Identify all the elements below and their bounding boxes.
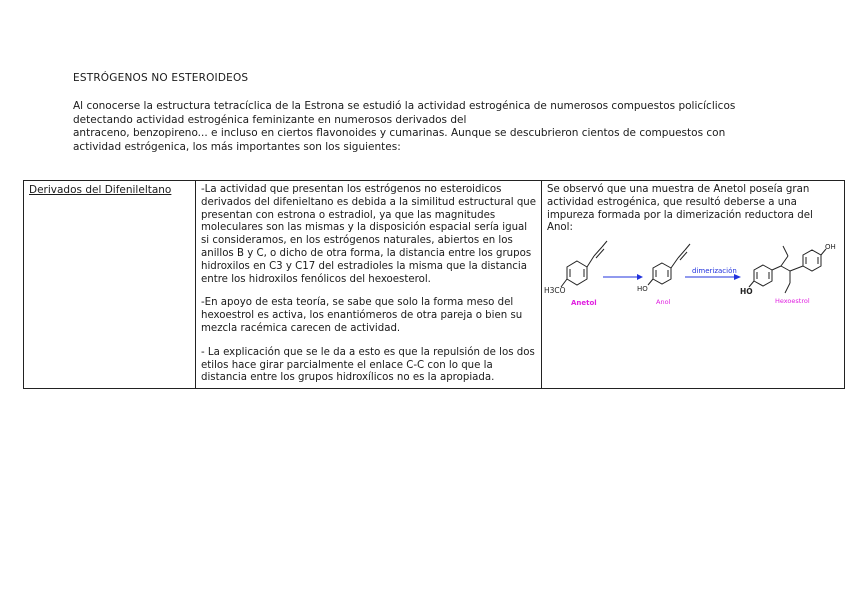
intro-line: Al conocerse la estructura tetracíclica de la Estrona se estudió la actividad estrogénica de numerosos compuestos policíclicos bbox=[73, 100, 736, 112]
anetol-structure bbox=[561, 241, 607, 287]
hexoestrol-left-substituent: HO bbox=[740, 287, 753, 297]
hexoestrol-right-substituent: OH bbox=[825, 243, 836, 252]
dimerization-label: dimerización bbox=[692, 267, 737, 276]
anol-structure bbox=[648, 244, 690, 285]
explanation-paragraph: -En apoyo de esta teoría, se sabe que solo la forma meso del hexoestrol es activa, los enantiómeros de otra pareja o bien su mezcla racémica carecen de actividad. bbox=[201, 297, 523, 334]
explanation-paragraph: -La actividad que presentan los estrógenos no esteroidicos derivados del difenieltano es debida a la similitud estructural que presentan con estrona o estradiol, ya que las magnitudes moleculares son las mismas y la disposición espacial sería igual si consideramos, en los estrógenos naturales, abiertos en los anillos B y C, o dicho de otra forma, la distancia entre los grupos hidroxilos en C3 y C17 del estradioles la misma que la distancia entre los hidroxilos fenólicos del hexoesterol. bbox=[201, 184, 537, 285]
intro-line: detectando actividad estrogénica feminizante en numerosos derivados del bbox=[73, 113, 467, 126]
estrogen-table bbox=[23, 180, 845, 389]
intro-paragraph bbox=[73, 100, 793, 154]
section-heading: ESTRÓGENOS NO ESTEROIDEOS bbox=[73, 72, 249, 84]
dimerization-scheme bbox=[544, 241, 837, 311]
arrow-head bbox=[734, 274, 741, 280]
anol-label: Anol bbox=[656, 298, 671, 307]
row-label-cell bbox=[24, 181, 196, 389]
intro-line: actividad estrógenica, los más importantes son los siguientes: bbox=[73, 140, 401, 153]
anetol-label: Anetol bbox=[571, 299, 597, 308]
row-label: Derivados del Difenileltano bbox=[29, 184, 172, 196]
explanation-cell bbox=[196, 181, 542, 389]
intro-line: antraceno, benzopireno... e incluso en ciertos flavonoides y cumarinas. Aunque se descubrieron cientos de compuestos con bbox=[73, 127, 726, 139]
anol-substituent: HO bbox=[637, 285, 648, 294]
hexoestrol-label: Hexoestrol bbox=[775, 297, 810, 306]
observation-text: Se observó que una muestra de Anetol poseía gran actividad estrogénica, que resultó deberse a una impureza formada por la dimerización reductora del Anol: bbox=[547, 184, 813, 234]
table-row bbox=[24, 181, 845, 389]
arrow-head bbox=[637, 274, 643, 280]
observation-cell bbox=[542, 181, 845, 389]
explanation-paragraph: - La explicación que se le da a esto es que la repulsión de los dos etilos hace girar parcialmente el enlace C-C con lo que la distancia entre los grupos hidroxílicos no es la apropiada. bbox=[201, 346, 535, 384]
hexoestrol-structure bbox=[749, 246, 826, 293]
anetol-substituent: H3CO bbox=[544, 286, 566, 296]
